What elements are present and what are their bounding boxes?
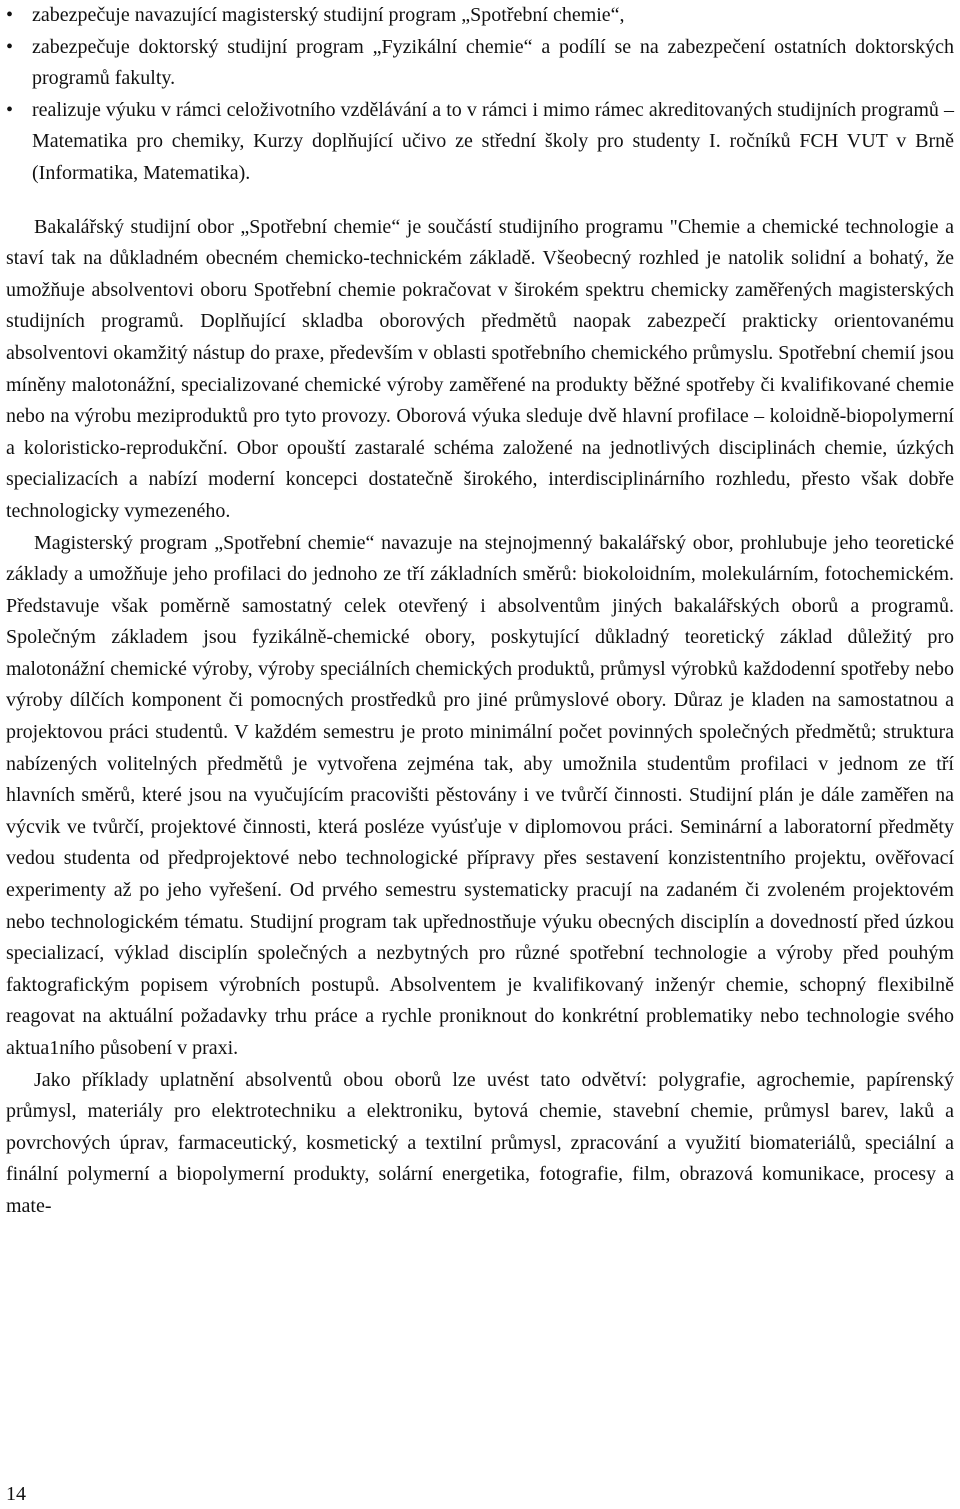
bullet-text: zabezpečuje navazující magisterský studijní program „Spotřební chemie“, [32, 4, 625, 26]
bullet-icon: • [6, 98, 14, 121]
paragraph-bachelor-program: Bakalářský studijní obor „Spotřební chemie“ je součástí studijního programu "Chemie a chemické technologie a staví tak na důkladném obecném chemicko-technickém základě. Všeobecný rozhled je natolik solidní a bohatý, že umožňuje absolventovi oboru Spotřební chemie pokračovat v širokém spektru chemicky zaměřených magisterských studijních programů. Doplňující skladba oborových předmětů naopak zabezpečí prakticky orientovanému absolventovi okamžitý nástup do praxe, především v oblasti spotřebního chemického průmyslu. Spotřební chemií jsou míněny malotonážní, specializované chemické výroby zaměřené na produkty běžné spotřeby či kvalifikované chemie nebo na výrobu meziproduktů pro tyto provozy. Oborová výuka sleduje dvě hlavní profilace – koloidně-biopolymerní a koloristicko-reprodukční. Obor opouští zastaralé schéma založené na jednotlivých disciplinách chemie, úzkých specializacích a nabízí moderní koncepci dostatečně širokého, interdisciplinárního rozhledu, přesto však dobře technologicky vymezeného. [6, 215, 954, 522]
bullet-icon: • [6, 4, 14, 26]
bullet-icon: • [6, 35, 14, 58]
document-page [6, 0, 954, 1223]
bullet-text: realizuje výuku v rámci celoživotního vzdělávání a to v rámci i mimo rámec akreditovaných studijních programů – Matematika pro chemiky, Kurzy doplňující učivo ze střední školy pro studenty I. ročníků FCH VUT v Brně (Informatika, Matematika). [32, 98, 954, 184]
page-number: 14 [6, 1483, 26, 1505]
bullet-list [6, 0, 954, 190]
bullet-item [6, 0, 954, 32]
paragraph-master-program: Magisterský program „Spotřební chemie“ navazuje na stejnojmenný bakalářský obor, prohlubuje jeho teoretické základy a umožňuje jeho profilaci do jednoho ze tří základních směrů: biokoloidním, molekulárním, fotochemickém. Představuje však poměrně samostatný celek otevřený i absolventům jiných bakalářských oborů a programů. Společným základem jsou fyzikálně-chemické obory, poskytující důkladný teoretický základ důležitý pro malotonážní chemické výroby, výroby speciálních chemických produktů, průmysl výrobků každodenní spotřeby nebo výroby dílčích komponent či pomocných prostředků pro jiné průmyslové obory. Důraz je kladen na samostatnou a projektovou práci studentů. V každém semestru je proto minimální počet povinných společných předmětů; struktura nabízených volitelných předmětů je vytvořena zejména tak, aby umožnila studentům profilaci v jednom ze tří hlavních směrů, které jsou na vyučujícím pracovišti pěstovány i ve tvůrčí činnosti. Studijní plán je dále zaměřen na výcvik ve tvůrčí, projektové činnosti, která posléze vyúsťuje v diplomovou práci. Seminární a laboratorní předměty vedou studenta od předprojektové nebo technologické přípravy přes sestavení konzistentního projektu, ověřovací experimenty až po jeho vyřešení. Od prvého semestru systematicky pracují na zadaném či zvoleném projektovém nebo technologickém tématu. Studijní program tak upřednostňuje výuku obecných disciplín a dovedností před úzkou specializací, výklad disciplín společných a nezbytných pro různé spotřební technologie a výroby před pouhým faktografickým popisem výrobních postupů. Absolventem je kvalifikovaný inženýr chemie, schopný flexibilně reagovat na aktuální požadavky trhu práce a rychle proniknout do konkrétní problematiky nebo technologie svého aktua1ního působení v praxi. [6, 531, 954, 1059]
bullet-item [6, 32, 954, 95]
bullet-item [6, 95, 954, 190]
paragraph-graduate-employment: Jako příklady uplatnění absolventů obou oborů lze uvést tato odvětví: polygrafie, agrochemie, papírenský průmysl, materiály pro elektrotechniku a elektroniku, bytová chemie, stavební chemie, průmysl barev, laků a povrchových úprav, farmaceutický, kosmetický a textilní průmysl, zpracování a využití biomateriálů, speciální a finální polymerní a biopolymerní produkty, solární energetika, fotografie, film, obrazová komunikace, procesy a mate- [6, 1068, 954, 1217]
bullet-text: zabezpečuje doktorský studijní program „Fyzikální chemie“ a podílí se na zabezpečení ostatních doktorských programů fakulty. [32, 35, 954, 90]
